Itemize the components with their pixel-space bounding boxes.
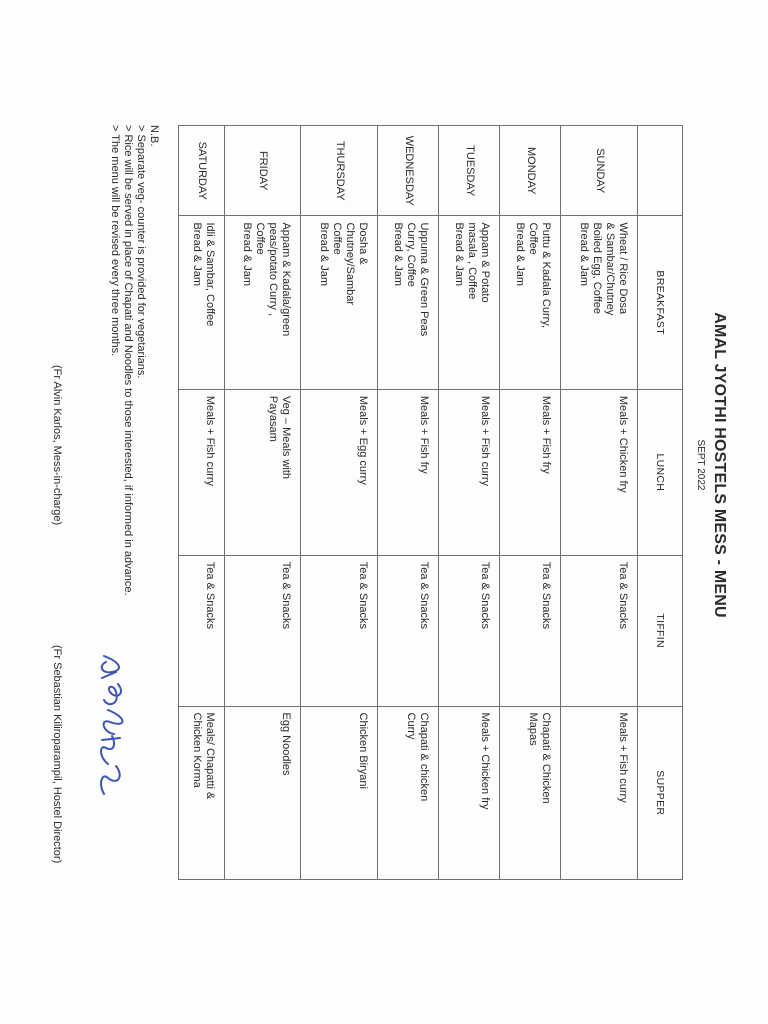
lunch-cell: Meals + Fish fry <box>500 389 561 555</box>
lunch-cell: Meals + Fish curry <box>439 389 500 555</box>
breakfast-cell: Dosha & Chutney/Sambar Coffee Bread & Jam <box>301 216 378 389</box>
tiffin-cell: Tea & Snacks <box>561 555 638 706</box>
header-lunch: LUNCH <box>638 389 683 555</box>
table-row <box>439 126 500 880</box>
lunch-cell: Meals + Fish fry <box>377 389 438 555</box>
breakfast-cell: Idli & Sambar, Coffee Bread & Jam <box>179 216 225 389</box>
tiffin-cell: Tea & Snacks <box>301 555 378 706</box>
note-item: > The menu will be revised every three months. <box>109 125 121 357</box>
tiffin-cell: Tea & Snacks <box>377 555 438 706</box>
supper-cell: Meals/ Chapatti & Chicken Korma <box>179 706 225 879</box>
day-cell: MONDAY <box>500 126 561 216</box>
table-row <box>301 126 378 880</box>
table-row <box>377 126 438 880</box>
page-subtitle: SEPT 2022 <box>695 439 706 491</box>
table-row <box>224 126 301 880</box>
page-title: AMAL JYOTHI HOSTELS MESS - MENU <box>711 312 728 618</box>
lunch-cell: Meals + Fish curry <box>179 389 225 555</box>
tiffin-cell: Tea & Snacks <box>224 555 301 706</box>
lunch-cell: Meals + Chicken fry <box>561 389 638 555</box>
day-cell: FRIDAY <box>224 126 301 216</box>
supper-cell: Chapati & Chicken Mapas <box>500 706 561 879</box>
tiffin-cell: Tea & Snacks <box>439 555 500 706</box>
tiffin-cell: Tea & Snacks <box>500 555 561 706</box>
breakfast-cell: Uppuma & Green Peas Curry, Coffee Bread & Jam <box>377 216 438 389</box>
breakfast-cell: Appam & Potato masala , Coffee Bread & Jam <box>439 216 500 389</box>
header-tiffin: TIFFIN <box>638 555 683 706</box>
table-row <box>179 126 225 880</box>
menu-body <box>179 126 638 880</box>
menu-header-row <box>638 126 683 880</box>
table-row <box>500 126 561 880</box>
supper-cell: Chapati & chicken Curry <box>377 706 438 879</box>
handwritten-signature <box>88 648 138 798</box>
table-row <box>561 126 638 880</box>
lunch-cell: Meals + Egg curry <box>301 389 378 555</box>
breakfast-cell: Appam & Kadala/green peas/potato Curry , Coffee Bread & Jam <box>224 216 301 389</box>
breakfast-cell: Wheat / Rice Dosa & Sambar/Chutney Boiled Egg, Coffee Bread & Jam <box>561 216 638 389</box>
supper-cell: Chicken Biryani <box>301 706 378 879</box>
header-day <box>638 126 683 216</box>
day-cell: THURSDAY <box>301 126 378 216</box>
notes-heading: N.B. <box>148 125 160 147</box>
signatory-hostel-director: (Fr Sebastian Kiliroparampil, Hostel Director) <box>51 645 63 864</box>
tiffin-cell: Tea & Snacks <box>179 555 225 706</box>
day-cell: SATURDAY <box>179 126 225 216</box>
note-item: > Separate veg- counter is provided for vegetarians. <box>135 125 147 379</box>
header-supper: SUPPER <box>638 706 683 879</box>
day-cell: SUNDAY <box>561 126 638 216</box>
lunch-cell: Veg – Meals with Payasam <box>224 389 301 555</box>
breakfast-cell: Puttu & Kadala Curry, Coffee Bread & Jam <box>500 216 561 389</box>
note-item: > Rice will be served in place of Chapati and Noodles to those interested, if informed in advance. <box>122 125 134 596</box>
header-breakfast: BREAKFAST <box>638 216 683 389</box>
day-cell: WEDNESDAY <box>377 126 438 216</box>
supper-cell: Meals + Chicken fry <box>439 706 500 879</box>
supper-cell: Egg Noodles <box>224 706 301 879</box>
day-cell: TUESDAY <box>439 126 500 216</box>
notes-section <box>108 125 160 925</box>
signatory-mess-in-charge: (Fr Alvin Karlos, Mess-in-charge) <box>51 365 63 526</box>
supper-cell: Meals + Fish curry <box>561 706 638 879</box>
menu-table <box>178 125 683 880</box>
